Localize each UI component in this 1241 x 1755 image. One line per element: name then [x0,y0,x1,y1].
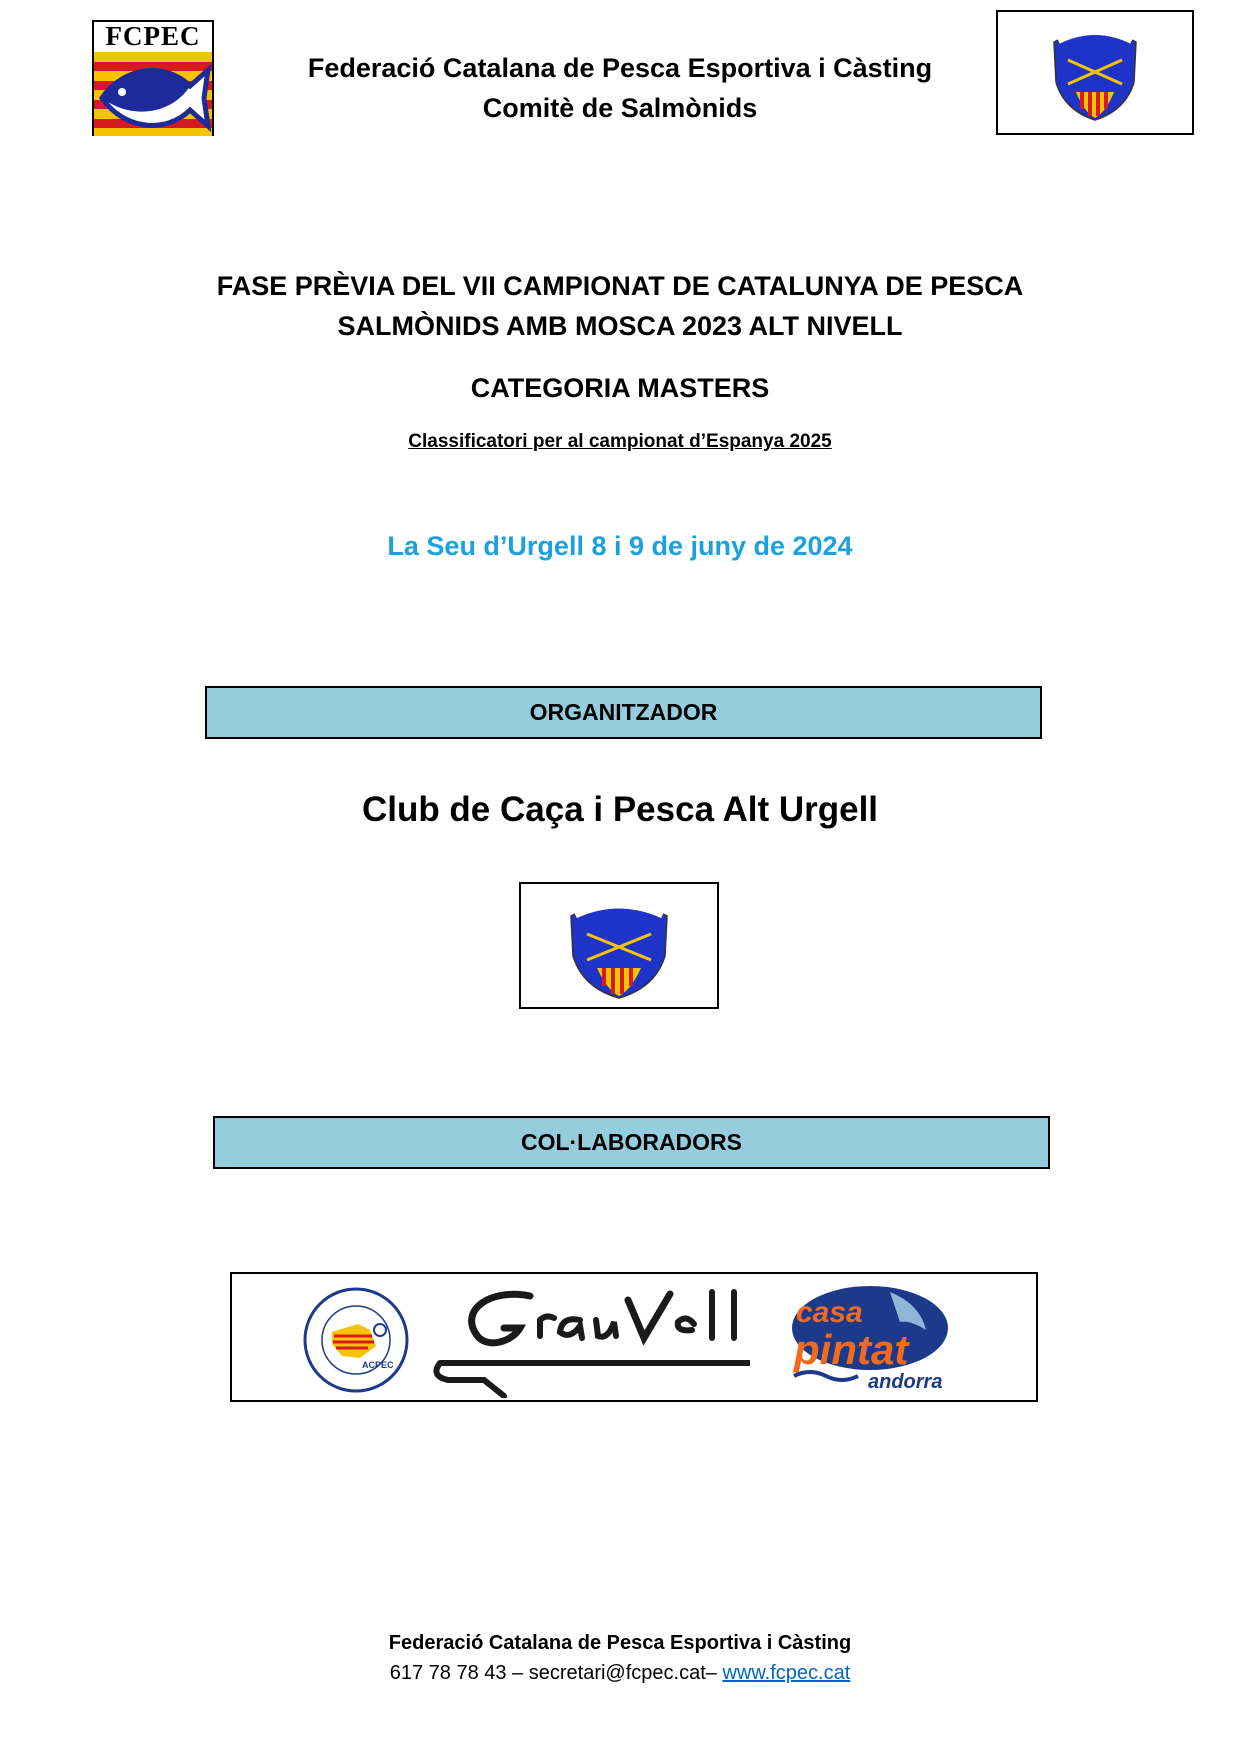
fcpec-fish-emblem-icon [94,52,212,136]
andorra-text: andorra [868,1371,943,1393]
fcpec-logo-text: FCPEC [105,21,201,51]
event-title [190,266,1050,346]
event-date-place: La Seu d’Urgell 8 i 9 de juny de 2024 [387,531,853,561]
website-link[interactable]: www.fcpec.cat [722,1662,851,1684]
club-logo-organizer [519,882,719,1009]
federation-name: Federació Catalana de Pesca Esportiva i Càsting [307,53,933,83]
collaborators-heading-bar [213,1116,1050,1169]
header-title [260,48,980,128]
footer-contact [190,1662,1050,1685]
event-title-line2: SALMÒNIDS AMB MOSCA 2023 ALT NIVELL [337,311,903,341]
casa-pintat-logo [790,1284,950,1396]
qualifier-note: Classificatori per al campionat d’Espanya 2025 [408,431,832,452]
grauvell-logo [420,1280,780,1398]
casa-text: casa [796,1296,863,1329]
committee-name: Comitè de Salmònids [482,93,758,123]
collaborators-heading: COL·LABORADORS [520,1129,743,1155]
organizer-name: Club de Caça i Pesca Alt Urgell [361,790,879,829]
event-category: CATEGORIA MASTERS [470,373,770,403]
organizer-heading: ORGANITZADOR [529,699,718,725]
acpec-text: ACPEC [362,1360,394,1370]
club-shield-icon [998,12,1192,133]
club-logo-header [996,10,1194,135]
club-shield-icon [521,884,717,1007]
sponsors-logos [230,1272,1038,1402]
organizer-heading-bar [205,686,1042,739]
fcpec-logo [92,20,214,136]
event-title-line1: FASE PRÈVIA DEL VII CAMPIONAT DE CATALUNYA DE PESCA [216,271,1024,301]
acpec-logo [302,1286,410,1394]
footer-contact-text: 617 78 78 43 – secretari@fcpec.cat– [389,1662,723,1684]
footer-federation-name: Federació Catalana de Pesca Esportiva i Càsting [388,1632,852,1654]
pintat-text: pintat [794,1326,909,1373]
